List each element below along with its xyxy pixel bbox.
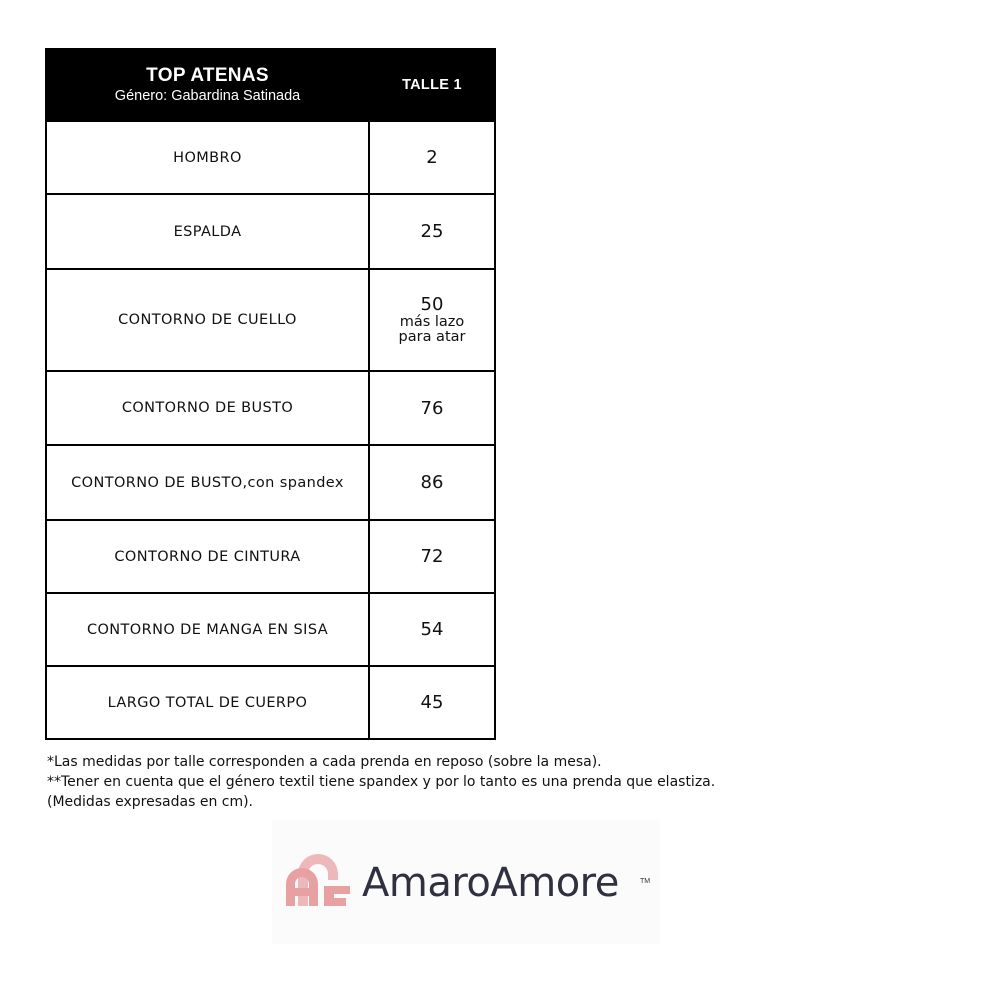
measurement-value: 54 [369,593,495,666]
amaroamore-monogram-icon [284,840,354,910]
measurement-value-with-note [369,269,495,371]
brand-logo [272,820,660,944]
measurement-label: CONTORNO DE CINTURA [46,520,369,593]
footnote-line: (Medidas expresadas en cm). [47,794,254,810]
table-row [46,666,495,739]
table-row [46,269,495,371]
product-title: TOP ATENAS [146,65,269,86]
measurement-label: HOMBRO [46,121,369,194]
table-row [46,520,495,593]
footnote-line: **Tener en cuenta que el género textil tiene spandex y por lo tanto es una prenda que elastiza. [47,774,716,790]
table-row [46,371,495,445]
value-note-line: más lazo [399,314,465,330]
measurement-value: 72 [369,520,495,593]
footnote-line: *Las medidas por talle corresponden a cada prenda en reposo (sobre la mesa). [47,754,602,770]
measurement-label: ESPALDA [46,194,369,269]
measurement-label: LARGO TOTAL DE CUERPO [46,666,369,739]
brand-name: AmaroAmore [362,860,619,906]
table-header-row [46,49,495,121]
measurement-value: 2 [369,121,495,194]
fabric-subtitle: Género: Gabardina Satinada [114,88,301,104]
product-heading [46,49,369,121]
measurement-label: CONTORNO DE CUELLO [46,269,369,371]
measurement-value: 45 [369,666,495,739]
measurement-label: CONTORNO DE BUSTO [46,371,369,445]
measurement-value: 50 [420,294,444,315]
size-chart-table [45,48,496,740]
measurement-value: 86 [369,445,495,520]
footnotes [47,752,947,812]
measurement-value: 25 [369,194,495,269]
table-row [46,121,495,194]
size-column-header: TALLE 1 [369,49,495,121]
table-row [46,194,495,269]
measurement-label: CONTORNO DE BUSTO,con spandex [46,445,369,520]
measurement-label: CONTORNO DE MANGA EN SISA [46,593,369,666]
value-note-line: para atar [398,329,466,345]
trademark-mark: TM [640,878,651,885]
table-row [46,445,495,520]
measurement-value: 76 [369,371,495,445]
table-row [46,593,495,666]
